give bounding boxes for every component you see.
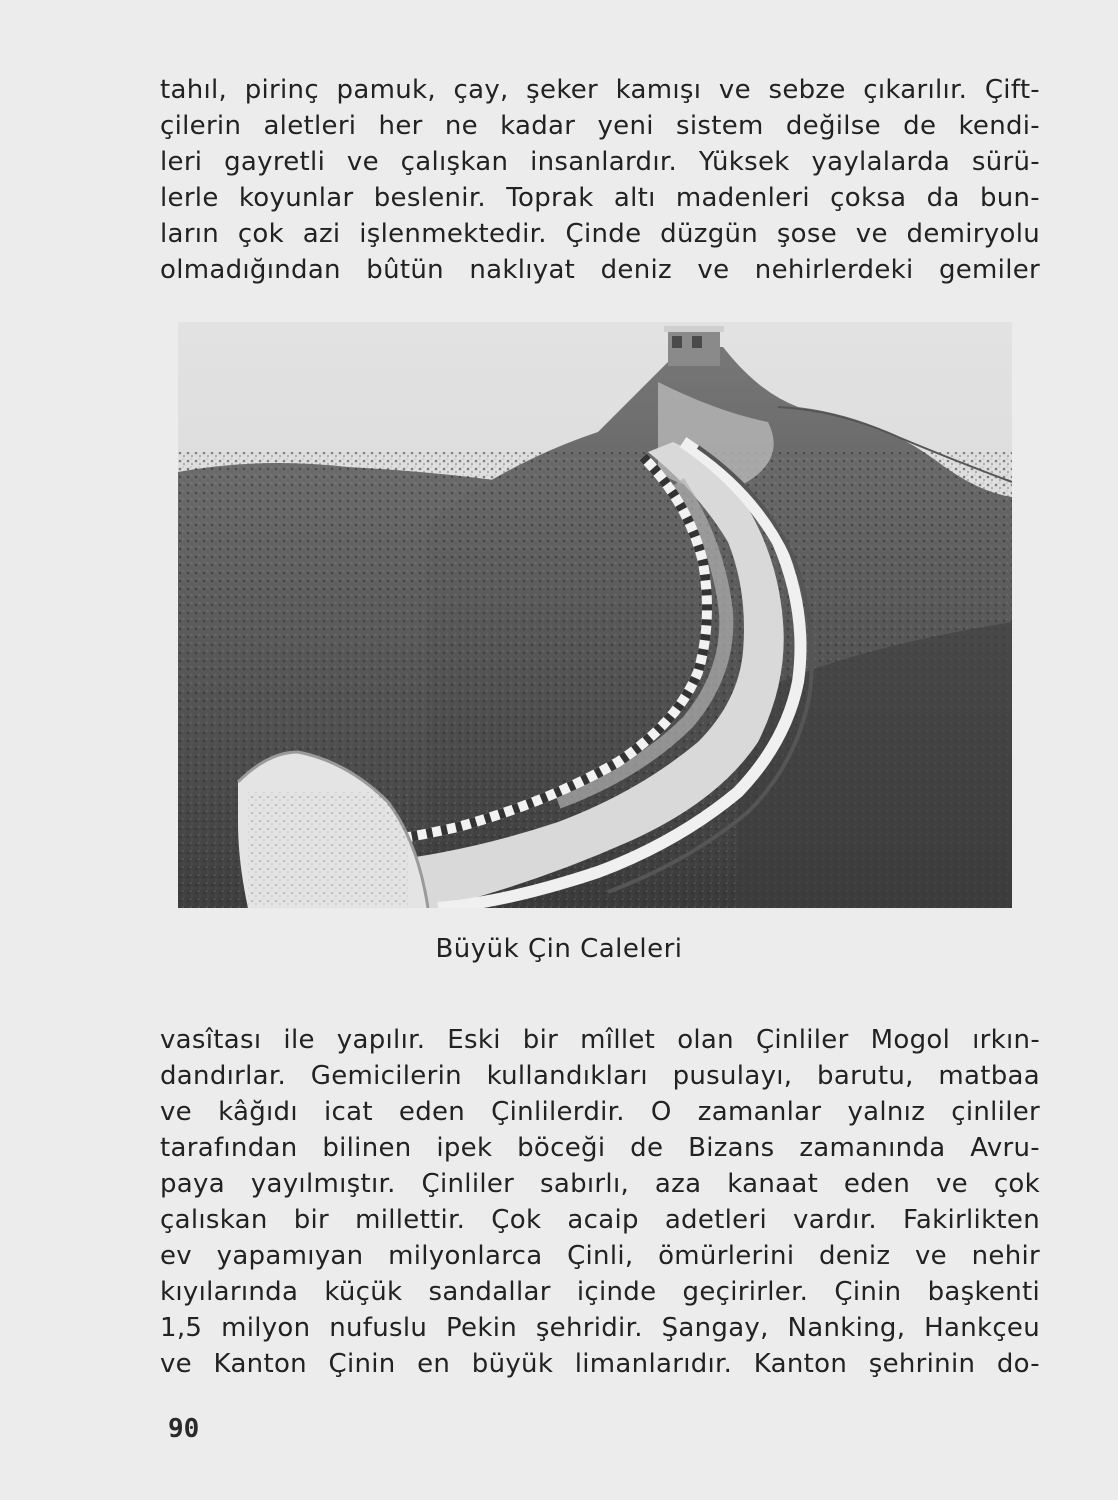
text-line: ve kâğıdı icat eden Çinlilerdir. O zamanlar yalnız çinliler xyxy=(160,1097,1040,1127)
figure-caption: Büyük Çin Caleleri xyxy=(435,934,683,964)
text-line: ların çok azi işlenmektedir. Çinde düzgün şose ve demiryolu xyxy=(160,219,1040,249)
text-line: çalıskan bir millettir. Çok acaip adetleri vardır. Fakirlikten xyxy=(160,1205,1040,1235)
text-line: ev yapamıyan milyonlarca Çinli, ömürlerini deniz ve nehir xyxy=(160,1241,1040,1271)
text-line: paya yayılmıştır. Çinliler sabırlı, aza kanaat eden ve çok xyxy=(160,1169,1040,1199)
bottom-paragraph xyxy=(160,1022,1040,1382)
top-paragraph xyxy=(160,72,1040,288)
text-line: ve Kanton Çinin en büyük limanlarıdır. Kanton şehrinin do- xyxy=(160,1349,1040,1379)
text-line: çilerin aletleri her ne kadar yeni sistem değilse de kendi- xyxy=(160,111,1040,141)
great-wall-photo-icon xyxy=(178,322,1012,908)
text-line: olmadığından bûtün naklıyat deniz ve nehirlerdeki gemiler xyxy=(160,255,1040,285)
page-number: 90 xyxy=(168,1414,200,1444)
text-line: leri gayretli ve çalışkan insanlardır. Yüksek yaylalarda sürü- xyxy=(160,147,1040,177)
text-line: vasîtası ile yapılır. Eski bir mîllet olan Çinliler Mogol ırkın- xyxy=(160,1025,1040,1055)
great-wall-photo xyxy=(178,322,1012,908)
text-line: tarafından bilinen ipek böceği de Bizans zamanında Avru- xyxy=(160,1133,1040,1163)
text-line: tahıl, pirinç pamuk, çay, şeker kamışı ve sebze çıkarılır. Çift- xyxy=(160,75,1040,105)
text-line: 1,5 milyon nufuslu Pekin şehridir. Şangay, Nanking, Hankçeu xyxy=(160,1313,1040,1343)
text-line: dandırlar. Gemicilerin kullandıkları pusulayı, barutu, matbaa xyxy=(160,1061,1040,1091)
text-line: lerle koyunlar beslenir. Toprak altı madenleri çoksa da bun- xyxy=(160,183,1040,213)
text-line: kıyılarında küçük sandallar içinde geçirirler. Çinin başkenti xyxy=(160,1277,1040,1307)
